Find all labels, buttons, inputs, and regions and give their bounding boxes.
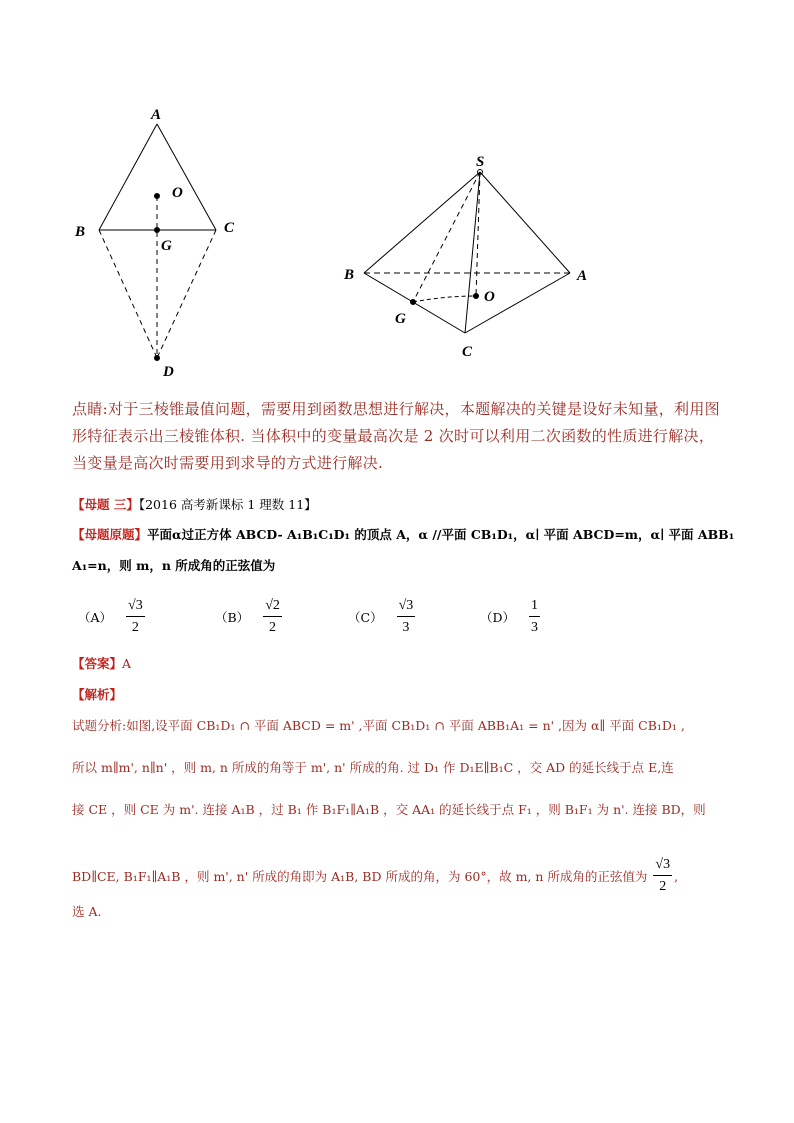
left-figure — [99, 124, 216, 361]
label-A-left: A — [151, 107, 162, 123]
analysis-frac-num: √3 — [653, 856, 672, 876]
option-c-fraction — [397, 597, 416, 637]
option-a-den: 2 — [131, 620, 139, 635]
mother-problem-source: 【2016 高考新课标 1 理数 11】 — [138, 497, 317, 512]
option-b-label: （B） — [215, 610, 250, 625]
geometry-figures — [0, 0, 794, 390]
option-d-den: 3 — [531, 620, 539, 635]
analysis-line5: 选 A. — [72, 904, 102, 919]
label-G-right: G — [395, 311, 406, 327]
option-a — [78, 594, 145, 640]
answer-tag: 【答案】 — [72, 656, 123, 671]
option-b — [215, 594, 282, 640]
label-A-right: A — [577, 268, 588, 284]
label-C-left: C — [224, 220, 235, 236]
label-S-right: S — [476, 154, 485, 170]
original-problem-line1 — [72, 525, 734, 543]
mother-problem-tag: 【母题 三】 — [72, 497, 139, 512]
analysis-line4-comma: , — [674, 868, 679, 884]
option-c-den: 3 — [402, 620, 410, 635]
option-d-num: 1 — [529, 597, 540, 617]
option-c-label: （C） — [348, 610, 383, 625]
option-a-label: （A） — [78, 610, 113, 625]
label-B-right: B — [344, 267, 355, 283]
analysis-heading — [72, 685, 122, 703]
label-B-left: B — [75, 224, 86, 240]
analysis-line2: 所以 m∥m', n∥n' ，则 m, n 所成的角等于 m', n' 所成的角. 过 D₁ 作 D₁E∥B₁C ，交 AD 的延长线于点 E,连 — [72, 760, 674, 775]
option-d — [480, 594, 540, 640]
answer-value: A — [122, 656, 132, 671]
answer-options — [78, 594, 638, 640]
label-O-left: O — [172, 185, 183, 201]
option-c-num: √3 — [397, 597, 416, 617]
label-G-left: G — [161, 238, 172, 254]
mother-problem-heading — [72, 495, 317, 513]
analysis-line4 — [72, 856, 678, 896]
label-C-right: C — [462, 344, 473, 360]
option-b-fraction — [263, 597, 282, 637]
label-O-right: O — [484, 289, 495, 305]
dianjing-paragraph: 点睛:对于三棱锥最值问题，需要用到函数思想进行解决，本题解决的关键是设好未知量，利用图形特征表示出三棱锥体积. 当体积中的变量最高次是 2 次时可以利用二次函数的性质进行解决，当变量是高次时需要用到求导的方式进行解决. — [72, 400, 720, 472]
analysis-line3: 接 CE ，则 CE 为 m'. 连接 A₁B ，过 B₁ 作 B₁F₁∥A₁B ，交 AA₁ 的延长线于点 F₁ ，则 B₁F₁ 为 n'. 连接 BD，则 — [72, 802, 706, 817]
original-problem-text1: 平面α过正方体 ABCD- A₁B₁C₁D₁ 的顶点 A，α //平面 CB₁D₁，α∣ 平面 ABCD=m，α∣ 平面 ABB₁ — [147, 527, 735, 542]
label-D-left: D — [163, 364, 174, 380]
option-c — [348, 594, 415, 640]
answer-line — [72, 654, 131, 672]
analysis-line4-text: BD∥CE, B₁F₁∥A₁B ，则 m', n' 所成的角即为 A₁B, BD 所成的角，为 60°，故 m, n 所成角的正弦值为 — [72, 869, 648, 884]
analysis-line4-fraction — [653, 856, 672, 896]
right-figure — [364, 170, 570, 334]
figures-area — [0, 0, 794, 390]
option-a-fraction — [126, 597, 145, 637]
option-d-label: （D） — [480, 610, 516, 625]
option-a-num: √3 — [126, 597, 145, 617]
option-b-num: √2 — [263, 597, 282, 617]
original-problem-tag: 【母题原题】 — [72, 527, 148, 542]
analysis-frac-den: 2 — [659, 879, 667, 894]
original-problem-line2: A₁=n，则 m，n 所成角的正弦值为 — [72, 558, 276, 573]
option-b-den: 2 — [269, 620, 277, 635]
option-d-fraction — [529, 597, 540, 637]
analysis-tag: 【解析】 — [72, 687, 123, 702]
analysis-line1: 试题分析:如图,设平面 CB₁D₁ ∩ 平面 ABCD = m' ,平面 CB₁D₁ ∩ 平面 ABB₁A₁ = n' ,因为 α∥ 平面 CB₁D₁ , — [72, 718, 685, 733]
